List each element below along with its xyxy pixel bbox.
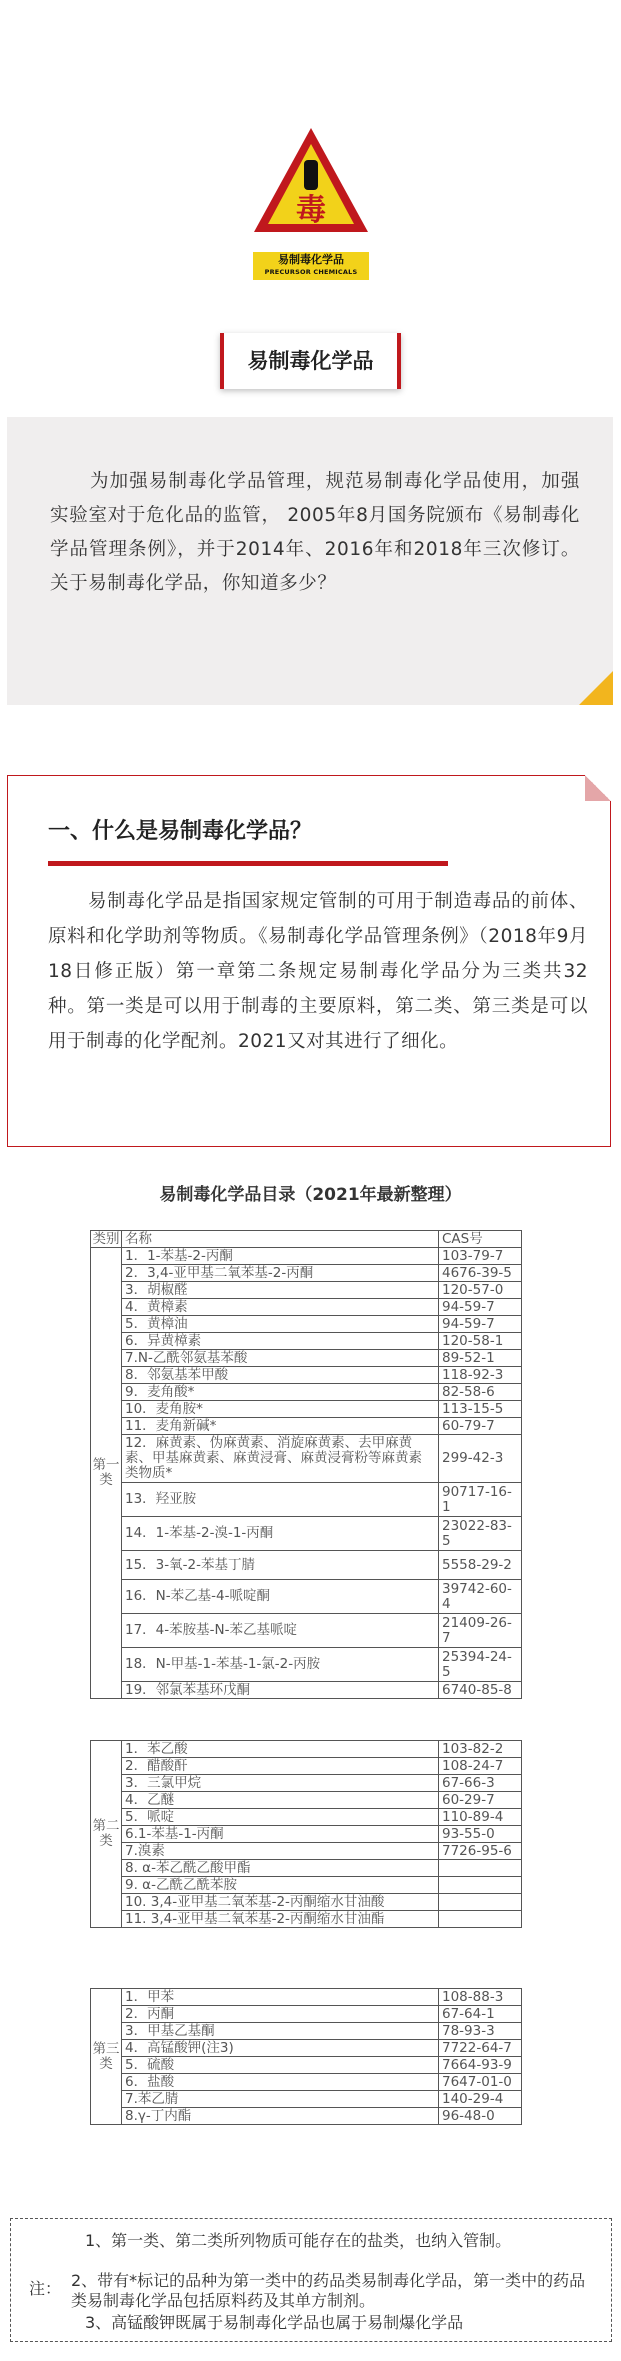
- cas-number: 23022-83-5: [439, 1517, 522, 1551]
- cas-number: 7726-95-6: [439, 1843, 522, 1860]
- chemical-name: 1．甲苯: [122, 1989, 439, 2006]
- cas-number: [439, 1860, 522, 1877]
- cas-number: 25394-24-5: [439, 1648, 522, 1682]
- cas-number: 113-15-5: [439, 1401, 522, 1418]
- cas-number: 6740-85-8: [439, 1682, 522, 1699]
- cas-number: 60-29-7: [439, 1792, 522, 1809]
- notes-label: 注：: [29, 2279, 62, 2298]
- page-title-banner: [220, 333, 401, 389]
- table-row: [91, 1758, 522, 1775]
- intro-box: [7, 417, 613, 705]
- chemical-name: 10. 3,4-亚甲基二氧苯基-2-丙酮缩水甘油酸: [122, 1894, 439, 1911]
- table-row: [91, 2023, 522, 2040]
- cas-number: 5558-29-2: [439, 1551, 522, 1580]
- cas-number: [439, 1911, 522, 1928]
- table-row: [91, 2091, 522, 2108]
- table-row: [91, 1809, 522, 1826]
- heading-underline: [48, 861, 448, 866]
- table-row: [91, 1911, 522, 1928]
- chemical-name: 1．苯乙酸: [122, 1741, 439, 1758]
- cas-number: 67-66-3: [439, 1775, 522, 1792]
- section-heading: 一、什么是易制毒化学品？: [48, 819, 313, 844]
- chemical-name: 4．高锰酸钾(注3): [122, 2040, 439, 2057]
- table-row: [91, 2108, 522, 2125]
- cas-number: 299-42-3: [439, 1435, 522, 1483]
- catalog-table-cat3: [90, 1988, 522, 2125]
- table-row: [91, 1418, 522, 1435]
- chemical-name: 3．胡椒醛: [122, 1282, 439, 1299]
- cas-number: 90717-16-1: [439, 1483, 522, 1517]
- table-row: [91, 1614, 522, 1648]
- cas-number: 96-48-0: [439, 2108, 522, 2125]
- cas-number: 120-57-0: [439, 1282, 522, 1299]
- table-row: [91, 2074, 522, 2091]
- table-row: [91, 1517, 522, 1551]
- table-row: [91, 1265, 522, 1282]
- cas-number: 94-59-7: [439, 1299, 522, 1316]
- section-what-is: [7, 775, 611, 1147]
- table-row: [91, 1435, 522, 1483]
- chemical-name: 10．麦角胺*: [122, 1401, 439, 1418]
- cas-number: 120-58-1: [439, 1333, 522, 1350]
- chemical-name: 18．N-甲基-1-苯基-1-氯-2-丙胺: [122, 1648, 439, 1682]
- cas-number: 108-88-3: [439, 1989, 522, 2006]
- cas-number: 60-79-7: [439, 1418, 522, 1435]
- chemical-name: 9. α-乙酰乙酰苯胺: [122, 1877, 439, 1894]
- table-row: [91, 1401, 522, 1418]
- intro-text: 为加强易制毒化学品管理，规范易制毒化学品使用，加强实验室对于危化品的监管， 2005年8月国务院颁布《易制毒化学品管理条例》，并于2014年、2016年和2018年三次修订。关于易制毒化学品，你知道多少？: [50, 471, 580, 594]
- header-name: 名称: [122, 1231, 439, 1248]
- chemical-name: 7.N-乙酰邻氨基苯酸: [122, 1350, 439, 1367]
- cas-number: 21409-26-7: [439, 1614, 522, 1648]
- chemical-name: 13．羟亚胺: [122, 1483, 439, 1517]
- table-row: [91, 1333, 522, 1350]
- table-row: [91, 1316, 522, 1333]
- cas-number: 118-92-3: [439, 1367, 522, 1384]
- cas-number: 67-64-1: [439, 2006, 522, 2023]
- table-row: [91, 1826, 522, 1843]
- table-row: [91, 1551, 522, 1580]
- table-row: [91, 1299, 522, 1316]
- chemical-name: 16．N-苯乙基-4-哌啶酮: [122, 1580, 439, 1614]
- cas-number: 103-79-7: [439, 1248, 522, 1265]
- table-row: [91, 1860, 522, 1877]
- table-row: [91, 2057, 522, 2074]
- chemical-name: 8.γ-丁内酯: [122, 2108, 439, 2125]
- chemical-name: 11．麦角新碱*: [122, 1418, 439, 1435]
- chemical-name: 7.溴素: [122, 1843, 439, 1860]
- table-row: [91, 1682, 522, 1699]
- catalog-table-cat1: [90, 1230, 522, 1699]
- table-row: [91, 2006, 522, 2023]
- chemical-name: 12．麻黄素、伪麻黄素、消旋麻黄素、去甲麻黄素、甲基麻黄素、麻黄浸膏、麻黄浸膏粉等麻黄素类物质*: [122, 1435, 439, 1483]
- cas-number: 78-93-3: [439, 2023, 522, 2040]
- table-row: [91, 1367, 522, 1384]
- cas-number: 108-24-7: [439, 1758, 522, 1775]
- chemical-name: 6.1-苯基-1-丙酮: [122, 1826, 439, 1843]
- cas-number: [439, 1894, 522, 1911]
- table-row: [91, 1384, 522, 1401]
- notes-box: [10, 2218, 612, 2342]
- cas-number: 140-29-4: [439, 2091, 522, 2108]
- chemical-name: 4．黄樟素: [122, 1299, 439, 1316]
- table-row: [91, 1741, 522, 1758]
- logo-label-cn: 易制毒化学品: [278, 253, 344, 266]
- note-1: 1、第一类、第二类所列物质可能存在的盐类，也纳入管制。: [85, 2231, 512, 2250]
- table-row: [91, 1775, 522, 1792]
- table-row: [91, 1792, 522, 1809]
- logo-label: [253, 252, 369, 280]
- chemical-name: 17．4-苯胺基-N-苯乙基哌啶: [122, 1614, 439, 1648]
- table-row: [91, 1282, 522, 1299]
- chemical-name: 8．邻氨基苯甲酸: [122, 1367, 439, 1384]
- logo-glyph: 毒: [296, 193, 326, 228]
- cas-number: 103-82-2: [439, 1741, 522, 1758]
- cas-number: [439, 1877, 522, 1894]
- chemical-name: 6．盐酸: [122, 2074, 439, 2091]
- logo-label-en: PRECURSOR CHEMICALS: [264, 268, 358, 276]
- table-row: [91, 1483, 522, 1517]
- header-cas: CAS号: [439, 1231, 522, 1248]
- cas-number: 110-89-4: [439, 1809, 522, 1826]
- chemical-name: 5．硫酸: [122, 2057, 439, 2074]
- corner-fold: [585, 775, 611, 801]
- category-label: 第一类: [91, 1248, 122, 1699]
- catalog-table-cat2: [90, 1740, 522, 1928]
- cas-number: 4676-39-5: [439, 1265, 522, 1282]
- chemical-name: 8. α-苯乙酰乙酸甲酯: [122, 1860, 439, 1877]
- table-row: [91, 1248, 522, 1265]
- table-row: [91, 1648, 522, 1682]
- cas-number: 39742-60-4: [439, 1580, 522, 1614]
- chemical-name: 3．甲基乙基酮: [122, 2023, 439, 2040]
- chemical-name: 5．黄樟油: [122, 1316, 439, 1333]
- chemical-name: 2．丙酮: [122, 2006, 439, 2023]
- cas-number: 94-59-7: [439, 1316, 522, 1333]
- cas-number: 7647-01-0: [439, 2074, 522, 2091]
- cas-number: 7664-93-9: [439, 2057, 522, 2074]
- table-row: [91, 1580, 522, 1614]
- cas-number: 7722-64-7: [439, 2040, 522, 2057]
- table-row: [91, 2040, 522, 2057]
- cas-number: 89-52-1: [439, 1350, 522, 1367]
- chemical-name: 4．乙醚: [122, 1792, 439, 1809]
- chemical-name: 9．麦角酸*: [122, 1384, 439, 1401]
- chemical-name: 1．1-苯基-2-丙酮: [122, 1248, 439, 1265]
- category-label: 第二类: [91, 1741, 122, 1928]
- page-title: 易制毒化学品: [247, 349, 374, 373]
- category-label: 第三类: [91, 1989, 122, 2125]
- table-row: [91, 1877, 522, 1894]
- chemical-name: 11. 3,4-亚甲基二氧苯基-2-丙酮缩水甘油酯: [122, 1911, 439, 1928]
- cas-number: 82-58-6: [439, 1384, 522, 1401]
- note-2: 2、带有*标记的品种为第一类中的药品类易制毒化学品，第一类中的药品类易制毒化学品包括原料药及其单方制剂。: [71, 2271, 586, 2310]
- chemical-name: 2．3,4-亚甲基二氧苯基-2-丙酮: [122, 1265, 439, 1282]
- note-3: 3、高锰酸钾既属于易制毒化学品也属于易制爆化学品: [85, 2313, 464, 2332]
- chemical-name: 19．邻氯苯基环戊酮: [122, 1682, 439, 1699]
- chemical-name: 15．3-氧-2-苯基丁腈: [122, 1551, 439, 1580]
- catalog-title: 易制毒化学品目录（2021年最新整理）: [159, 1185, 462, 1205]
- chemical-name: 6．异黄樟素: [122, 1333, 439, 1350]
- table-row: [91, 1350, 522, 1367]
- cas-number: 93-55-0: [439, 1826, 522, 1843]
- table-row: [91, 1989, 522, 2006]
- table-row: [91, 1843, 522, 1860]
- header-category: 类别: [92, 1230, 120, 1247]
- chemical-name: 14．1-苯基-2-溴-1-丙酮: [122, 1517, 439, 1551]
- chemical-name: 5．哌啶: [122, 1809, 439, 1826]
- section-body: 易制毒化学品是指国家规定管制的可用于制造毒品的前体、原料和化学助剂等物质。《易制毒化学品管理条例》（2018年9月18日修正版）第一章第二条规定易制毒化学品分为三类共32种。第一类是可以用于制毒的主要原料，第二类、第三类是可以用于制毒的化学配剂。2021又对其进行了细化。: [48, 891, 588, 1052]
- chemical-name: 3．三氯甲烷: [122, 1775, 439, 1792]
- chemical-name: 2．醋酸酐: [122, 1758, 439, 1775]
- corner-fold: [579, 671, 613, 705]
- chemical-name: 7.苯乙腈: [122, 2091, 439, 2108]
- table-row: [91, 1894, 522, 1911]
